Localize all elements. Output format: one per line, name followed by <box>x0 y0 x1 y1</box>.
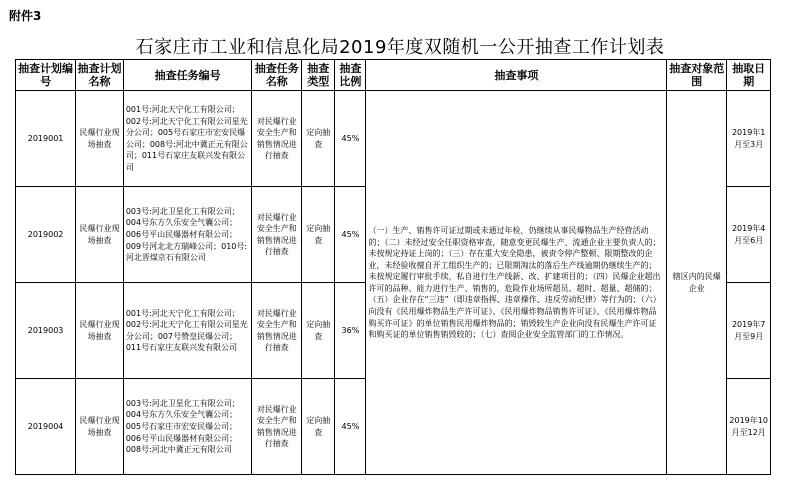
plan-no-cell: 2019001 <box>16 91 76 187</box>
header-ratio: 抽查比例 <box>335 60 366 91</box>
header-matters: 抽查事项 <box>366 60 667 91</box>
header-period: 抽取日期 <box>727 60 771 91</box>
header-task-no: 抽查任务编号 <box>123 60 252 91</box>
period-cell: 2019年7月至9月 <box>727 283 771 379</box>
ratio-cell: 36% <box>335 283 366 379</box>
type-cell: 定向抽查 <box>302 91 335 187</box>
period-cell: 2019年1月至3月 <box>727 91 771 187</box>
plan-name-cell: 民爆行业现场抽查 <box>76 283 124 379</box>
plan-table <box>15 59 771 475</box>
document-title: 石家庄市工业和信息化局2019年度双随机一公开抽查工作计划表 <box>135 37 665 58</box>
type-cell: 定向抽查 <box>302 379 335 475</box>
plan-name-cell: 民爆行业现场抽查 <box>76 379 124 475</box>
task-name-cell: 对民爆行业安全生产和销售情况进行抽查 <box>252 187 302 283</box>
task-no-cell: 003号:河北卫星化工有限公司；004号东方久乐安全气囊公司；005号石家庄市宏安民爆公司；006号平山民爆器材有限公司；008号:河北中冀正元有限公司 <box>123 379 252 475</box>
plan-name-cell: 民爆行业现场抽查 <box>76 91 124 187</box>
task-name-cell: 对民爆行业安全生产和销售情况进行抽查 <box>252 91 302 187</box>
period-cell: 2019年4月至6月 <box>727 187 771 283</box>
header-task-name: 抽查任务名称 <box>252 60 302 91</box>
header-scope: 抽查对象范围 <box>667 60 727 91</box>
header-type: 抽查类型 <box>302 60 335 91</box>
scope-cell: 辖区内的民爆企业 <box>667 91 727 475</box>
plan-no-cell: 2019004 <box>16 379 76 475</box>
type-cell: 定向抽查 <box>302 283 335 379</box>
plan-name-cell: 民爆行业现场抽查 <box>76 187 124 283</box>
plan-no-cell: 2019003 <box>16 283 76 379</box>
table-row <box>16 91 771 187</box>
task-name-cell: 对民爆行业安全生产和销售情况进行抽查 <box>252 379 302 475</box>
task-name-cell: 对民爆行业安全生产和销售情况进行抽查 <box>252 283 302 379</box>
plan-no-cell: 2019002 <box>16 187 76 283</box>
task-no-cell: 001号:河北天宁化工有限公司；002号:河北天宁化工有限公司星光分公司；005号石家庄市宏安民爆公司；008号:河北中冀正元有限公司；011号石家庄友联兴发有限公司 <box>123 91 252 187</box>
attachment-label: 附件3 <box>9 9 42 23</box>
header-plan-name: 抽查计划名称 <box>76 60 124 91</box>
ratio-cell: 45% <box>335 187 366 283</box>
task-no-cell: 003号:河北卫星化工有限公司；004号东方久乐安全气囊公司；006号平山民爆器材有限公司；009号河北北方瑞峰公司；010号:河北晋煤京石有限公司 <box>123 187 252 283</box>
period-cell: 2019年10月至12月 <box>727 379 771 475</box>
task-no-cell: 001号:河北天宁化工有限公司；002号:河北天宁化工有限公司星光分公司；007号赞皇民爆公司；011号石家庄友联兴发有限公司 <box>123 283 252 379</box>
ratio-cell: 45% <box>335 91 366 187</box>
table-header-row <box>16 60 771 91</box>
type-cell: 定向抽查 <box>302 187 335 283</box>
ratio-cell: 45% <box>335 379 366 475</box>
header-plan-no: 抽查计划编号 <box>16 60 76 91</box>
matters-cell: （一）生产、销售许可证过期或未通过年检，仍继续从事民爆物品生产经营活动的；（二）未经过安全任职资格审查，随意变更民爆生产、流通企业主要负责人的；未按规定持证上岗的；（三）存在重大安全隐患，被责令停产整顿、限期整改的企业，未经验收擅自开工组织生产的；已限期淘汰的落后生产线逾期仍继续生产的；未按规定履行审批手续，私自进行生产线新、改、扩建项目的；（四）民爆企业超出许可的品种、能力进行生产、销售的，危险作业场所超员、超时、超量、超储的；（五）企业存在“三违”（即违章指挥、违章操作、违反劳动纪律）等行为的；（六）向没有《民用爆炸物品生产许可证》、《民用爆炸物品销售许可证》、《民用爆炸物品购买许可证》的单位销售民用爆炸物品的；销毁较生产企业向没有民爆生产许可证和购买证的单位销售销毁较的；（七）查阅企业安全监管部门的工作情况。 <box>366 91 667 475</box>
